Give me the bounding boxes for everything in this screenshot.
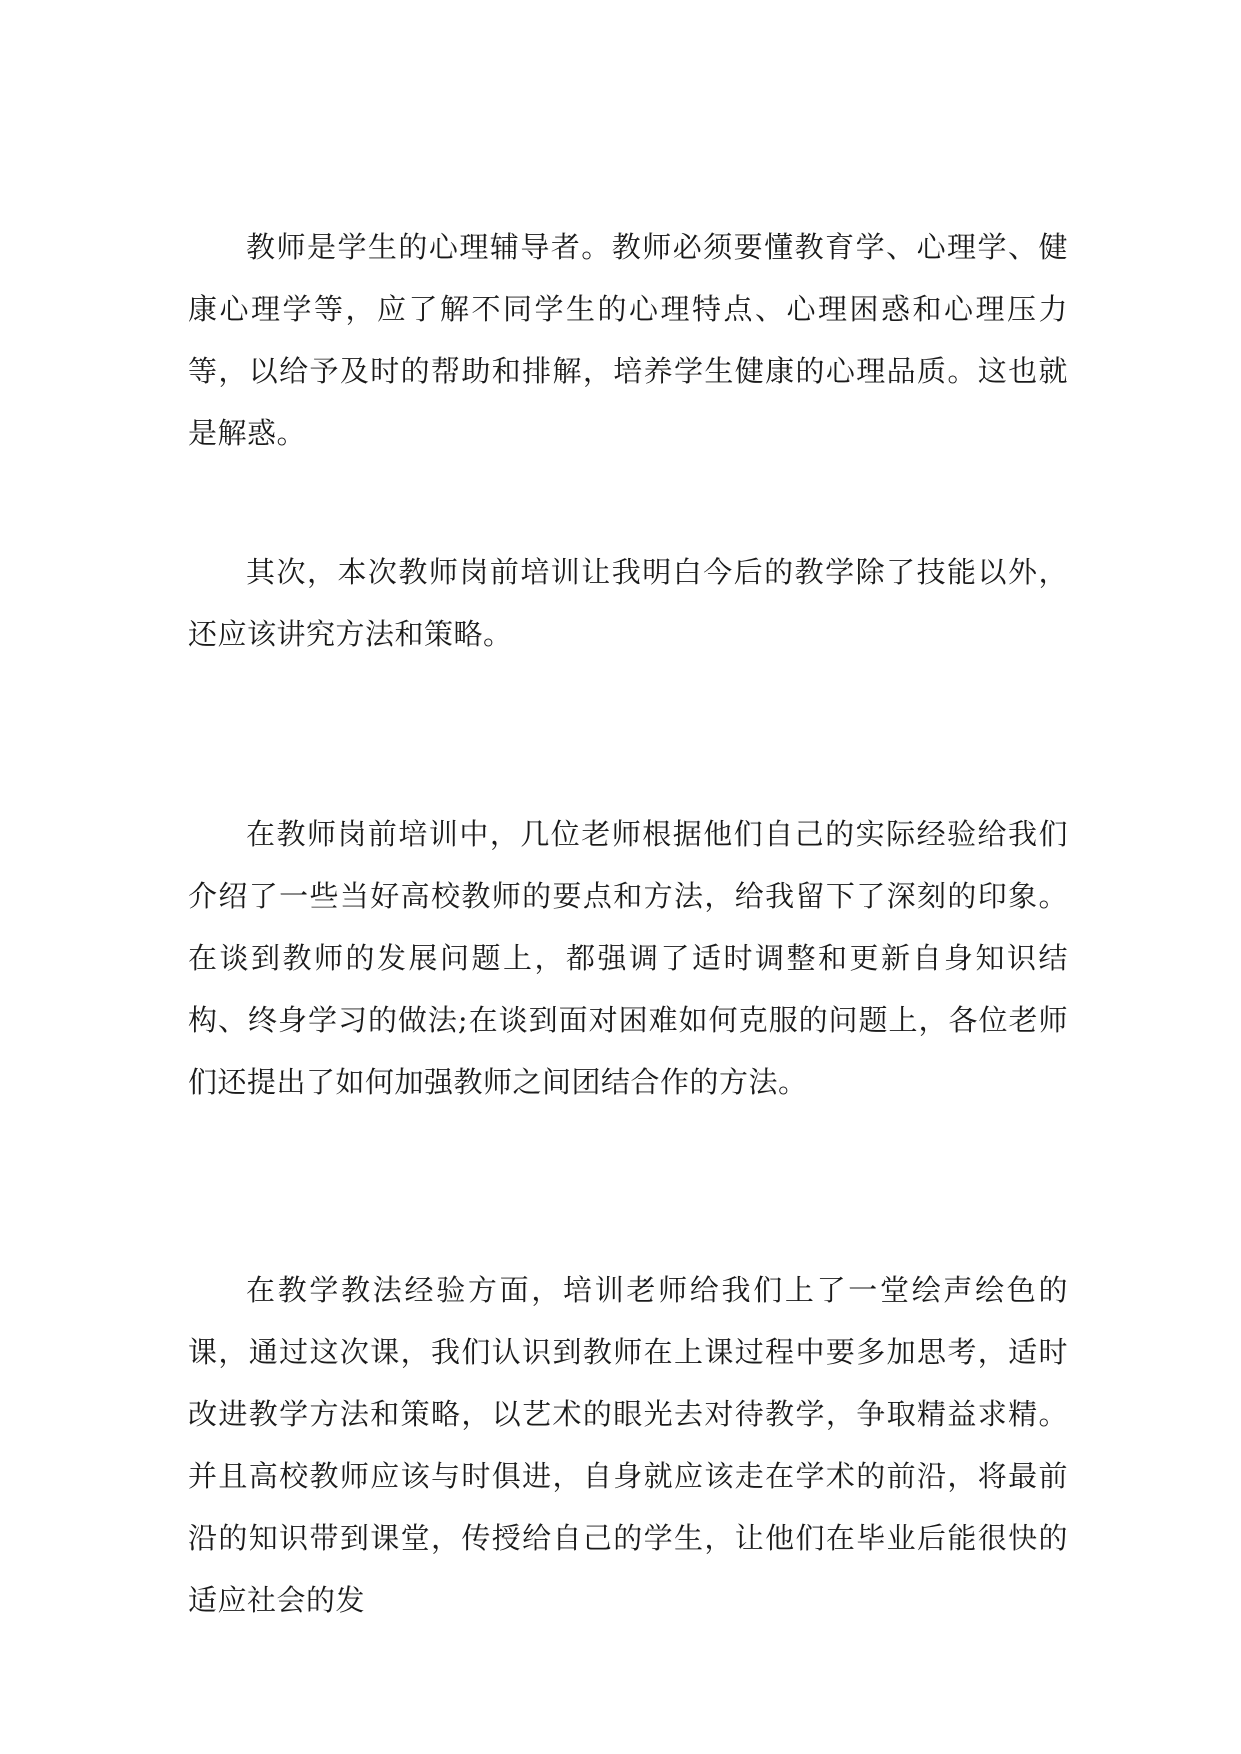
paragraph-methods-strategy: 其次，本次教师岗前培训让我明白今后的教学除了技能以外，还应该讲究方法和策略。 (188, 555, 1068, 651)
paragraph-psychology-counselor: 教师是学生的心理辅导者。教师必须要懂教育学、心理学、健康心理学等，应了解不同学生的心理特点、心理困惑和心理压力等，以给予及时的帮助和排解，培养学生健康的心理品质。这也就是解惑。 (188, 230, 1068, 450)
paragraph-teaching-methods: 在教学教法经验方面，培训老师给我们上了一堂绘声绘色的课，通过这次课，我们认识到教师在上课过程中要多加思考，适时改进教学方法和策略，以艺术的眼光去对待教学，争取精益求精。并且高校教师应该与时俱进，自身就应该走在学术的前沿，将最前沿的知识带到课堂，传授给自己的学生，让他们在毕业后能很快的适应社会的发 (188, 1273, 1068, 1617)
paragraph-training-experience: 在教师岗前培训中，几位老师根据他们自己的实际经验给我们介绍了一些当好高校教师的要点和方法，给我留下了深刻的印象。在谈到教师的发展问题上，都强调了适时调整和更新自身知识结构、终身学习的做法;在谈到面对困难如何克服的问题上，各位老师们还提出了如何加强教师之间团结合作的方法。 (188, 817, 1068, 1099)
